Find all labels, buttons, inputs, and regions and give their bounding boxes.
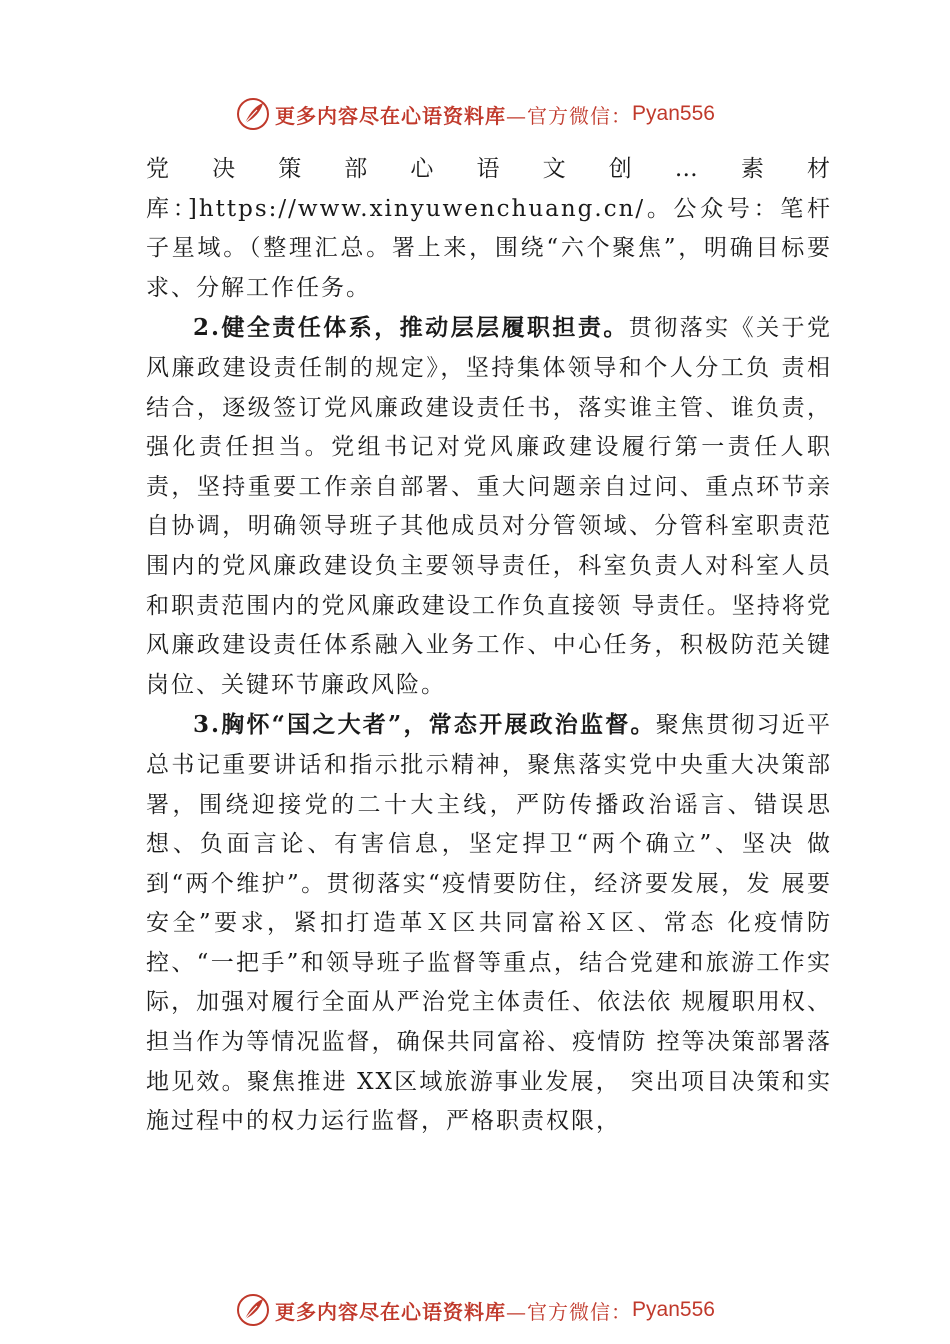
header-banner [0, 94, 950, 134]
banner-main-text: 更多内容尽在心语资料库 [275, 103, 507, 128]
feather-pen-logo-icon [235, 96, 271, 132]
paragraph-1-body: 党决策部心语文创…素材库：]https://www.xinyuwenchuang.cn/。公众号：笔杆子星域。（整理汇总。署上来，围绕“六个聚焦”，明确目标要求、分解工作任务。 [146, 156, 832, 301]
paragraph-2-heading: 2.健全责任体系，推动层层履职担责。 [193, 314, 629, 342]
banner-main-text: 更多内容尽在心语资料库 [275, 1299, 507, 1324]
banner-wechat-id: Pyan556 [632, 1298, 715, 1321]
paragraph-3-heading: 3.胸怀“国之大者”，常态开展政治监督。 [193, 711, 656, 739]
paragraph-2-body: 贯彻落实《关于党风廉政建设责任制的规定》，坚持集体领导和个人分工负 责相结合，逐级签订党风廉政建设责任书，落实谁主管、谁负责，强化责任担当。党组书记对党风廉政建设履行第一责任人职责，坚持重要工作亲自部署、重大问题亲自过问、重点环节亲自协调，明确领导班子其他成员对分管领域、分管科室职责范围内的党风廉政建设负主要领导责任，科室负责人对科室人员和职责范围内的党风廉政建设工作负直接领 导责任。坚持将党风廉政建设责任体系融入业务工作、中心任务，积极防范关键岗位、关键环节廉政风险。 [146, 315, 833, 698]
feather-pen-logo-icon [235, 1292, 271, 1328]
paragraph-1 [146, 150, 832, 308]
banner-wechat-id: Pyan556 [632, 102, 715, 125]
paragraph-3-body: 聚焦贯彻习近平总书记重要讲话和指示批示精神，聚焦落实党中央重大决策部署，围绕迎接党的二十大主线，严防传播政治谣言、错误思想、负面言论、有害信息，坚定捍卫“两个确立”、坚决 做到“两个维护”。贯彻落实“疫情要防住，经济要发展，发 展要安全”要求，紧扣打造革Ｘ区共同富裕Ｘ区、常态 化疫情防控、“一把手”和领导班子监督等重点，结合党建和旅游工作实际，加强对履行全面从严治党主体责任、依法依 规履职用权、担当作为等情况监督，确保共同富裕、疫情防 控等决策部署落地见效。聚焦推进 XX区域旅游事业发展， 突出项目决策和实施过程中的权力运行监督，严格职责权限， [146, 712, 832, 1135]
document-body [146, 150, 832, 1142]
paragraph-2 [146, 308, 832, 705]
paragraph-3 [146, 705, 832, 1142]
banner-sub-text: —官方微信： [506, 1299, 633, 1324]
footer-banner [0, 1290, 950, 1330]
banner-sub-text: —官方微信： [506, 103, 633, 128]
